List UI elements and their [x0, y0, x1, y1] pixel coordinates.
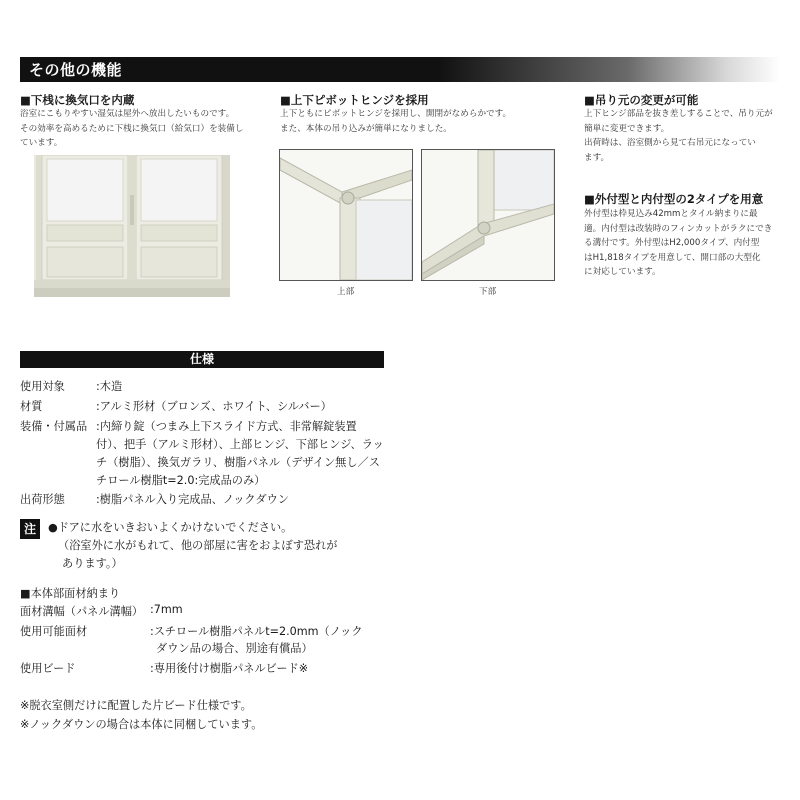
spec-label: 材質: [20, 400, 43, 413]
note-badge: 注: [20, 519, 40, 539]
hanging-text: 上下ヒンジ部品を抜き差しすることで、吊り元が 簡単に変更できます。 出荷時は、浴室側から見て右吊元になってい ます。: [584, 109, 773, 163]
footnote: ※脱衣室側だけに配置した片ビード仕様です。: [20, 699, 252, 712]
spec-value: :樹脂パネル入り完成品、ノックダウン: [96, 493, 289, 506]
note-line: ●ドアに水をいきおいよくかけないでください。: [48, 521, 293, 534]
spec-value: :木造: [96, 380, 123, 393]
spec-label: 出荷形態: [20, 493, 65, 506]
panel-fit-value: :スチロール樹脂パネルt=2.0mm（ノック: [150, 625, 363, 638]
panel-fit-label: 面材溝幅（パネル溝幅）: [20, 605, 144, 618]
panel-fit-value: :専用後付け樹脂パネルビード※: [150, 662, 309, 675]
spec-value: :内締り錠（つまみ上下スライド方式、非常解錠装置: [96, 420, 357, 433]
footnote: ※ノックダウンの場合は本体に同梱しています。: [20, 718, 263, 731]
types-text: 外付型は枠見込み42mmとタイル納まりに最 適。内付型は改装時のフィンカットがラクにでき る溝付です。外付型はH2,000タイプ、内付型 はH1,818タイプを用意して、開口部の大型化 に対応しています。: [584, 209, 773, 277]
banner-title: その他の機能: [29, 61, 123, 79]
pivot-title: ■上下ピボットヒンジを採用: [280, 93, 429, 107]
section-banner: [20, 57, 780, 82]
hanging-title: ■吊り元の変更が可能: [584, 93, 699, 107]
bottom-hinge-caption: 下部: [479, 287, 497, 297]
panel-fit-value: :7mm: [150, 603, 183, 616]
top-hinge-image: [279, 149, 413, 281]
spec-value-continued: チ（樹脂）、換気ガラリ、樹脂パネル（デザイン無し／ス: [96, 456, 380, 469]
spec-value: :アルミ形材（ブロンズ、ホワイト、シルバー）: [96, 400, 332, 413]
note-line: （浴室外に水がもれて、他の部屋に害をおよぼす恐れが: [58, 539, 338, 552]
types-title: ■外付型と内付型の2タイプを用意: [584, 192, 764, 206]
ventilation-door-image: [20, 155, 264, 301]
panel-fit-label: 使用可能面材: [20, 625, 88, 638]
bottom-hinge-image: [421, 149, 555, 281]
top-hinge-caption: 上部: [337, 287, 355, 297]
spec-value-continued: 付）、把手（アルミ形材）、上部ヒンジ、下部ヒンジ、ラッ: [96, 438, 384, 451]
pivot-text: 上下ともにピボットヒンジを採用し、開閉がなめらかです。 また、本体の吊り込みが簡単になりました。: [280, 109, 512, 134]
panel-fit-heading: ■本体部面材納まり: [20, 587, 121, 600]
ventilation-text: 浴室にこもりやすい湿気は屋外へ放出したいものです。 その効率を高めるために下桟に換気口（給気口）を装備し ています。: [20, 109, 244, 148]
panel-fit-label: 使用ビード: [20, 662, 76, 675]
ventilation-title: ■下桟に換気口を内蔵: [20, 93, 135, 107]
spec-heading: 仕様: [20, 351, 384, 368]
spec-label: 使用対象: [20, 380, 65, 393]
spec-label: 装備・付属品: [20, 420, 88, 433]
note-line: あります。）: [62, 557, 123, 570]
spec-value-continued: チロール樹脂t=2.0:完成品のみ）: [96, 474, 266, 487]
panel-fit-value-continued: ダウン品の場合、別途有償品）: [156, 642, 313, 655]
